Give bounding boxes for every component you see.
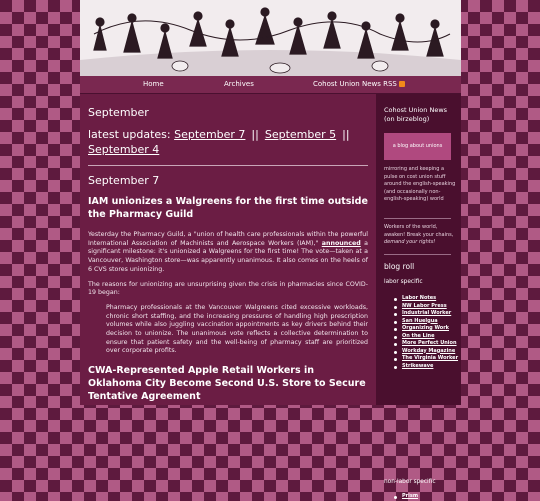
- post-paragraph: [88, 231, 368, 275]
- announced-link[interactable]: announced: [321, 239, 361, 247]
- list-item: [394, 363, 458, 371]
- list-item: [394, 340, 458, 348]
- nav-rss-link[interactable]: [313, 80, 405, 88]
- labor-link[interactable]: More Perfect Union: [402, 340, 457, 346]
- sidebar-badge: a blog about unions: [384, 133, 451, 160]
- updates-prefix: latest updates:: [88, 128, 171, 141]
- updates-separator: ||: [251, 128, 259, 141]
- list-item: [394, 348, 458, 356]
- labor-link[interactable]: On the Line: [402, 332, 435, 339]
- post-paragraph: The reasons for unionizing are unsurprising given the crisis in pharmacies since COVID-19 began:: [88, 280, 368, 297]
- top-navigation: [80, 76, 461, 94]
- nav-rss-label: Cohost Union News RSS: [313, 80, 397, 88]
- divider: [88, 165, 368, 166]
- divider: [384, 218, 451, 219]
- blogroll-heading: blog roll: [384, 262, 415, 271]
- list-item: [394, 355, 458, 363]
- list-item: [394, 325, 458, 333]
- sidebar-motto: [384, 224, 456, 247]
- list-item: [394, 295, 458, 303]
- update-link-september-7[interactable]: September 7: [174, 128, 246, 141]
- sidebar: [376, 94, 461, 499]
- update-link-september-4[interactable]: September 4: [88, 143, 160, 156]
- main-content: [88, 106, 368, 403]
- labor-link[interactable]: Industrial Worker: [402, 310, 452, 316]
- labor-links-list: [394, 295, 458, 370]
- non-labor-specific-heading: non-labor specific: [384, 479, 436, 485]
- labor-link[interactable]: Labor Notes: [402, 295, 437, 301]
- list-item: [394, 493, 418, 501]
- sidebar-title: Cohost Union News (on birzeblog): [384, 106, 448, 123]
- labor-specific-heading: labor specific: [384, 279, 423, 285]
- nav-home-link[interactable]: Home: [143, 80, 164, 88]
- list-item: [394, 318, 458, 326]
- nav-archives-link[interactable]: Archives: [224, 80, 254, 88]
- day-heading: September 7: [88, 174, 160, 187]
- blockquote: Pharmacy professionals at the Vancouver Walgreens cited excessive workloads, chronic short staffing, and the increasing pressures of handling high prescription volumes while also juggling vaccination appointments as key drivers behind their decision to unionize. The unanimous vote reflects a collective determination to ensure that patient safety and the well-being of pharmacy staff are prioritized over corporate profits.: [106, 303, 368, 355]
- labor-link[interactable]: Organizing Work: [402, 325, 450, 331]
- labor-link[interactable]: The Virginia Worker: [402, 355, 459, 361]
- motto-text: Workers of the world, awaken! Break your chains,: [384, 224, 454, 238]
- motto-emphasis: demand your rights!: [384, 239, 436, 245]
- paragraph-text: a significant milestone: it's unionized a Walgreens for the first time! The vote—taken at a Vancouver, Washington store—was apparently unanimous. It also comes on the heels of 6 CVS stores unionizing.: [88, 239, 368, 273]
- post-title[interactable]: IAM unionizes a Walgreens for the first time outside the Pharmacy Guild: [88, 196, 368, 220]
- paragraph-text: Yesterday the Pharmacy Guild, a "union of health care professionals within the powerful International Association of Machinists and Aerospace Workers (IAM),": [88, 231, 368, 247]
- header-banner-illustration: [80, 0, 461, 76]
- updates-separator: ||: [342, 128, 350, 141]
- non-labor-link[interactable]: Prism: [402, 493, 419, 499]
- latest-updates: [88, 127, 368, 157]
- labor-link[interactable]: NW Labor Press: [402, 302, 447, 309]
- page-wrapper: [80, 0, 461, 499]
- rss-icon: [399, 81, 405, 87]
- divider: [384, 254, 451, 255]
- labor-link[interactable]: San Huelgua: [402, 317, 438, 324]
- list-item: [394, 303, 458, 311]
- month-heading: September: [88, 106, 149, 119]
- list-item: [394, 310, 458, 318]
- post-title[interactable]: CWA-Represented Apple Retail Workers in Oklahoma City Become Second U.S. Store to Secure Tentative Agreement: [88, 365, 366, 403]
- non-labor-links-list: [394, 493, 418, 501]
- update-link-september-5[interactable]: September 5: [264, 128, 337, 141]
- labor-link[interactable]: Workday Magazine: [402, 347, 456, 354]
- labor-link[interactable]: Strikewave: [402, 362, 434, 369]
- list-item: [394, 333, 458, 341]
- sidebar-description: mirroring and keeping a pulse on cost union stuff around the english-speaking (and occasionally non-english-speaking) world: [384, 166, 456, 202]
